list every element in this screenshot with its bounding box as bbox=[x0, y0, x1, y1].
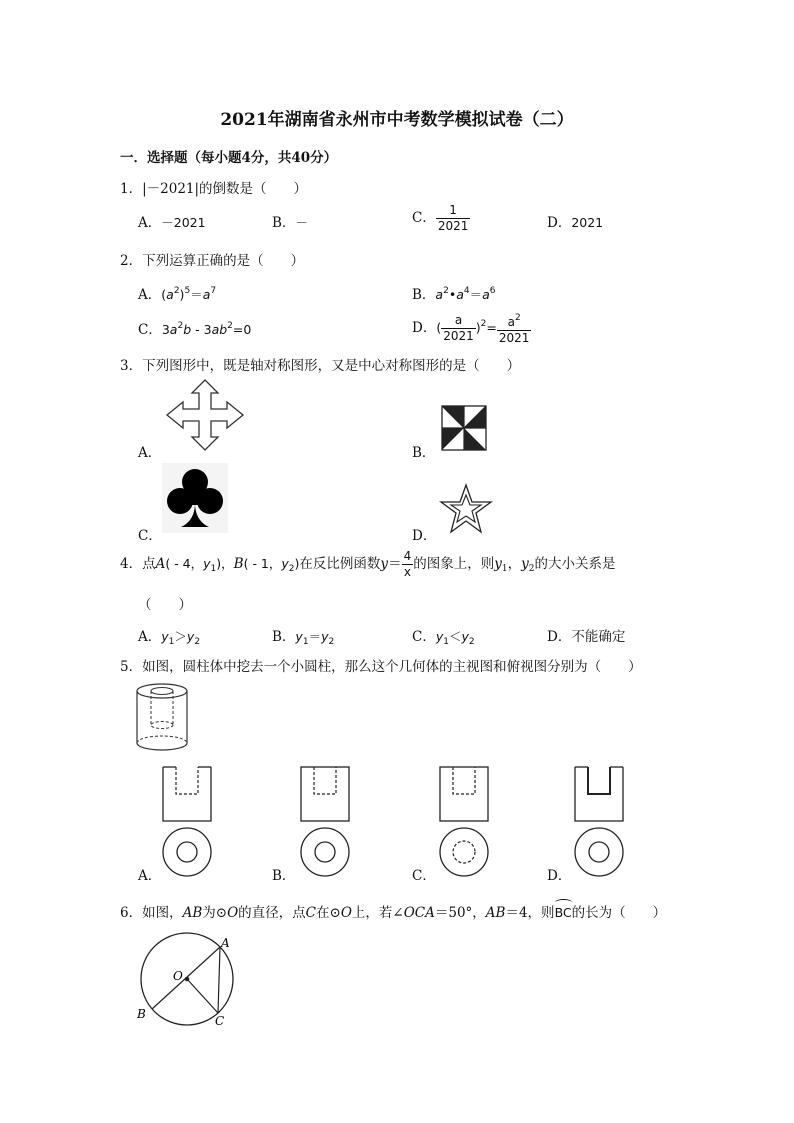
q5-c-top-view bbox=[438, 826, 490, 878]
q5-b-front-view bbox=[300, 766, 350, 822]
label-a: A bbox=[221, 936, 230, 950]
fraction: $\frac{4}{x}$ bbox=[403, 549, 412, 579]
page-title: 2021年湖南省永州市中考数学模拟试卷（二） bbox=[220, 110, 574, 130]
q2-option-a[interactable]: A．$(a^2)^5=a^7$ bbox=[138, 286, 217, 303]
q3-option-c[interactable]: C． bbox=[138, 528, 162, 544]
circle-diagram bbox=[132, 935, 244, 1028]
q5-d-front-view bbox=[574, 766, 624, 822]
four-arrows-icon bbox=[165, 379, 245, 451]
fraction: $\frac{a}{2021}$ bbox=[443, 313, 474, 343]
q5-option-c[interactable]: C． bbox=[412, 868, 436, 884]
q4-option-a[interactable]: A．$y_1>y_2$ bbox=[138, 629, 201, 647]
q5-option-d[interactable]: D． bbox=[547, 868, 572, 884]
q5-a-front-view bbox=[162, 766, 212, 822]
label-c: C bbox=[215, 1014, 225, 1028]
q5-d-top-view bbox=[573, 826, 625, 878]
q1-option-c[interactable] bbox=[412, 203, 470, 234]
cylinder-figure bbox=[134, 683, 190, 755]
q1-option-d[interactable] bbox=[547, 211, 603, 231]
q2-option-b[interactable]: B．$a^2•a^4=a^6$ bbox=[412, 286, 496, 303]
fraction: $\frac{1}{2021}$ bbox=[437, 203, 469, 233]
q3-option-a[interactable]: A． bbox=[138, 445, 162, 461]
club-icon bbox=[162, 463, 228, 533]
option-text: 2021 bbox=[571, 215, 604, 230]
q3-stem: 3．下列图形中，既是轴对称图形，又是中心对称图形的是（ ） bbox=[120, 358, 521, 374]
fraction: $\frac{a^2}{2021}$ bbox=[498, 313, 530, 345]
q5-option-a[interactable]: A． bbox=[138, 868, 162, 884]
option-label: C． bbox=[412, 210, 436, 226]
section-heading: 一．选择题（每小题4分，共40分） bbox=[120, 150, 338, 166]
q4-paren: （ ） bbox=[138, 597, 192, 613]
star-icon bbox=[440, 484, 492, 534]
q4-option-c[interactable]: C．$y_1<y_2$ bbox=[412, 629, 475, 647]
pinwheel-icon bbox=[441, 405, 487, 451]
q4-option-d[interactable]: D．不能确定 bbox=[547, 629, 626, 645]
q2-option-c[interactable]: C．$3a^2b - 3ab^2=0$ bbox=[138, 321, 252, 338]
q2-option-d[interactable]: D．( $\frac{a}{2021}$ )$^2$= $\frac{a^2}{2021}$ bbox=[412, 313, 530, 345]
option-label: D． bbox=[547, 215, 572, 231]
q5-a-top-view bbox=[161, 826, 213, 878]
q2-stem: 2．下列运算正确的是（ ） bbox=[120, 253, 305, 269]
q1-stem: 1．|－2021|的倒数是（ ） bbox=[120, 181, 308, 197]
q1-option-a[interactable] bbox=[138, 211, 206, 231]
q5-b-top-view bbox=[299, 826, 351, 878]
option-label: A． bbox=[138, 215, 162, 231]
q4-option-b[interactable]: B．$y_1=y_2$ bbox=[272, 629, 335, 647]
label-o: O bbox=[173, 969, 183, 983]
q5-c-front-view bbox=[439, 766, 489, 822]
option-text: －2021 bbox=[161, 215, 206, 230]
q5-option-b[interactable]: B． bbox=[272, 868, 296, 884]
arc-bc: BC bbox=[555, 905, 572, 920]
q3-option-b[interactable]: B． bbox=[412, 445, 436, 461]
option-label: B． bbox=[272, 215, 296, 231]
q6-stem: 6．如图，AB为⊙O的直径，点C在⊙O上，若∠OCA＝50°，AB＝4，则 BC的长为（ ） bbox=[120, 901, 666, 921]
q3-option-d[interactable]: D． bbox=[412, 528, 437, 544]
label-b: B bbox=[137, 1007, 146, 1021]
option-text: － bbox=[295, 215, 308, 230]
q1-option-b[interactable] bbox=[272, 211, 308, 231]
q4-stem: 4．点A( - 4，$y_1$)，B( - 1，$y_2$)在反比例函数y＝ $\frac{4}{x}$ 的图象上，则$y_1$，$y_2$的大小关系是 bbox=[120, 549, 616, 579]
q5-stem: 5．如图，圆柱体中挖去一个小圆柱，那么这个几何体的主视图和俯视图分别为（ ） bbox=[120, 659, 642, 675]
